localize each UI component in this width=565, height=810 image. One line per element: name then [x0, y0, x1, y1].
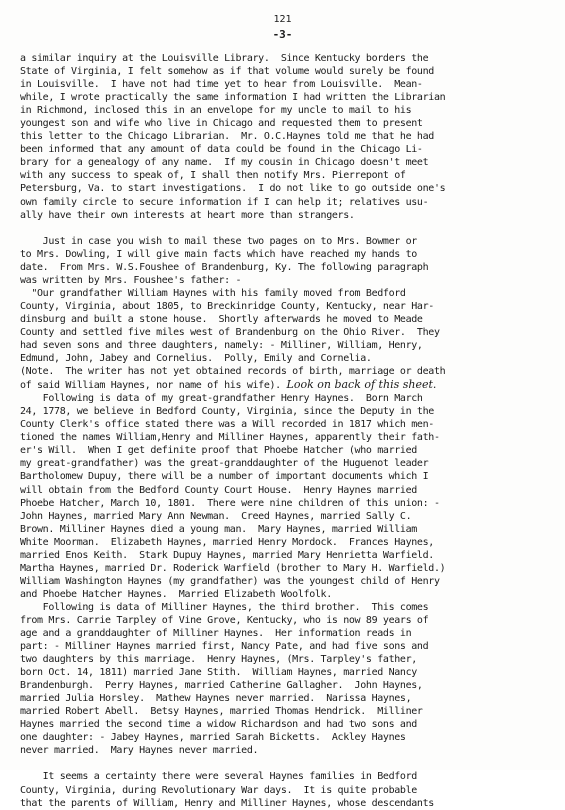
text-line: Just in case you wish to mail these two pages on to Mrs. Bowmer or: [20, 235, 417, 247]
text-line: dinsburg and built a stone house. Shortly afterwards he moved to Meade: [20, 313, 423, 325]
paragraph-henry-haynes: [20, 392, 550, 601]
text-line: Haynes married the second time a widow Richardson and had two sons and: [20, 719, 417, 731]
text-line: married Enos Keith. Stark Dupuy Haynes, married Mary Henrietta Warfield.: [20, 549, 434, 561]
text-line: It seems a certainty there were several Haynes families in Bedford: [20, 771, 417, 783]
text-line: that the parents of William, Henry and Milliner Haynes, whose descendants: [20, 797, 434, 809]
paragraph-foushee: [20, 235, 550, 393]
text-line: and Phoebe Hatcher Haynes. Married Elizabeth Woolfolk.: [20, 588, 332, 600]
text-line: with any success to speak of, I shall then notify Mrs. Pierrepont of: [20, 170, 406, 182]
paragraph-gap: [20, 757, 550, 770]
text-line: Bartholomew Dupuy, there will be a number of important documents which I: [20, 471, 429, 483]
text-line: was written by Mrs. Foushee's father: -: [20, 274, 242, 286]
text-line: in Louisville. I have not had time yet to hear from Louisville. Mean-: [20, 79, 423, 91]
text-line: been informed that any amount of data could be found in the Chicago Li-: [20, 144, 423, 156]
text-line: from Mrs. Carrie Tarpley of Vine Grove, Kentucky, who is now 89 years of: [20, 614, 429, 626]
text-line: this letter to the Chicago Librarian. Mr. O.C.Haynes told me that he had: [20, 131, 434, 143]
text-line: two daughters by this marriage. Henry Haynes, (Mrs. Tarpley's father,: [20, 654, 417, 666]
body-text: [20, 52, 550, 810]
text-line-content: of said William Haynes, nor name of his wife).: [20, 380, 281, 392]
text-line: Following is data of my great-grandfather Henry Haynes. Born March: [20, 393, 423, 405]
text-line: born Oct. 14, 1811) married Jane Stith. William Haynes, married Nancy: [20, 667, 417, 679]
text-line: (Note. The writer has not yet obtained records of birth, marriage or death: [20, 366, 446, 378]
page-number: 121: [273, 14, 292, 25]
text-line: married Julia Horsley. Mathew Haynes never married. Narissa Haynes,: [20, 693, 412, 705]
text-line: White Moorman. Elizabeth Haynes, married Henry Mordock. Frances Haynes,: [20, 536, 434, 548]
paragraph-bedford-families: [20, 770, 550, 809]
text-line: "Our grandfather William Haynes with his family moved from Bedford: [20, 287, 406, 299]
text-line: 24, 1778, we believe in Bedford County, Virginia, since the Deputy in the: [20, 406, 434, 418]
text-line: Following is data of Milliner Haynes, the third brother. This comes: [20, 601, 429, 613]
text-line: to Mrs. Dowling, I will give main facts which have reached my hands to: [20, 248, 417, 260]
paragraph-gap: [20, 222, 550, 235]
text-line: ally have their own interests at heart more than strangers.: [20, 209, 355, 221]
text-line: County, Virginia, about 1805, to Breckinridge County, Kentucky, near Har-: [20, 300, 434, 312]
text-line: William Washington Haynes (my grandfather) was the youngest child of Henry: [20, 575, 440, 587]
page-label: -3-: [272, 28, 293, 41]
text-line: while, I wrote practically the same information I had written the Librarian: [20, 92, 446, 104]
paragraph-library-inquiry: [20, 52, 550, 222]
text-line: my great-grandfather) was the great-granddaughter of the Huguenot leader: [20, 458, 429, 470]
text-line: County and settled five miles west of Brandenburg on the Ohio River. They: [20, 326, 440, 338]
text-line: County, Virginia, during Revolutionary War days. It is quite probable: [20, 784, 417, 796]
text-line: John Haynes, married Mary Ann Newman. Creed Haynes, married Sally C.: [20, 510, 412, 522]
text-line: had seven sons and three daughters, namely: - Milliner, William, Henry,: [20, 339, 423, 351]
text-line: part: - Milliner Haynes married first, Nancy Pate, and had five sons and: [20, 641, 429, 653]
text-line: Petersburg, Va. to start investigations. I do not like to go outside one's: [20, 183, 446, 195]
text-line: in Richmond, inclosed this in an envelope for my uncle to mail to his: [20, 105, 412, 117]
text-line: age and a granddaughter of Milliner Haynes. Her information reads in: [20, 628, 412, 640]
text-line: Brown. Milliner Haynes died a young man. Mary Haynes, married William: [20, 523, 417, 535]
text-line: tioned the names William,Henry and Milliner Haynes, apparently their fath-: [20, 432, 440, 444]
text-line: Martha Haynes, married Dr. Roderick Warfield (brother to Mary H. Warfield.): [20, 562, 446, 574]
text-line: Brandenburgh. Perry Haynes, married Catherine Gallagher. John Haynes,: [20, 680, 423, 692]
text-line: youngest son and wife who live in Chicago and requested them to present: [20, 118, 423, 130]
handwritten-note: Look on back of this sheet.: [286, 378, 437, 392]
text-line: State of Virginia, I felt somehow as if that volume would surely be found: [20, 66, 434, 78]
text-line: married Robert Abell. Betsy Haynes, married Thomas Hendrick. Milliner: [20, 706, 423, 718]
text-line: own family circle to secure information if I can help it; relatives usu-: [20, 196, 429, 208]
text-line: Edmund, John, Jabey and Cornelius. Polly, Emily and Cornelia.: [20, 353, 372, 365]
text-line: County Clerk's office stated there was a Will recorded in 1817 which men-: [20, 419, 434, 431]
text-line: never married. Mary Haynes never married.: [20, 745, 259, 757]
text-line: Phoebe Hatcher, March 10, 1801. There were nine children of this union: -: [20, 497, 440, 509]
text-line: will obtain from the Bedford County Court House. Henry Haynes married: [20, 484, 417, 496]
text-line: one daughter: - Jabey Haynes, married Sarah Bicketts. Ackley Haynes: [20, 732, 406, 744]
text-line: a similar inquiry at the Louisville Library. Since Kentucky borders the: [20, 53, 429, 64]
text-line: er's Will. When I get definite proof that Phoebe Hatcher (who married: [20, 445, 417, 457]
paragraph-milliner-haynes: [20, 601, 550, 758]
text-line: date. From Mrs. W.S.Foushee of Brandenburg, Ky. The following paragraph: [20, 261, 429, 273]
text-line-with-note: [20, 378, 550, 392]
text-line: brary for a genealogy of any name. If my cousin in Chicago doesn't meet: [20, 157, 429, 169]
